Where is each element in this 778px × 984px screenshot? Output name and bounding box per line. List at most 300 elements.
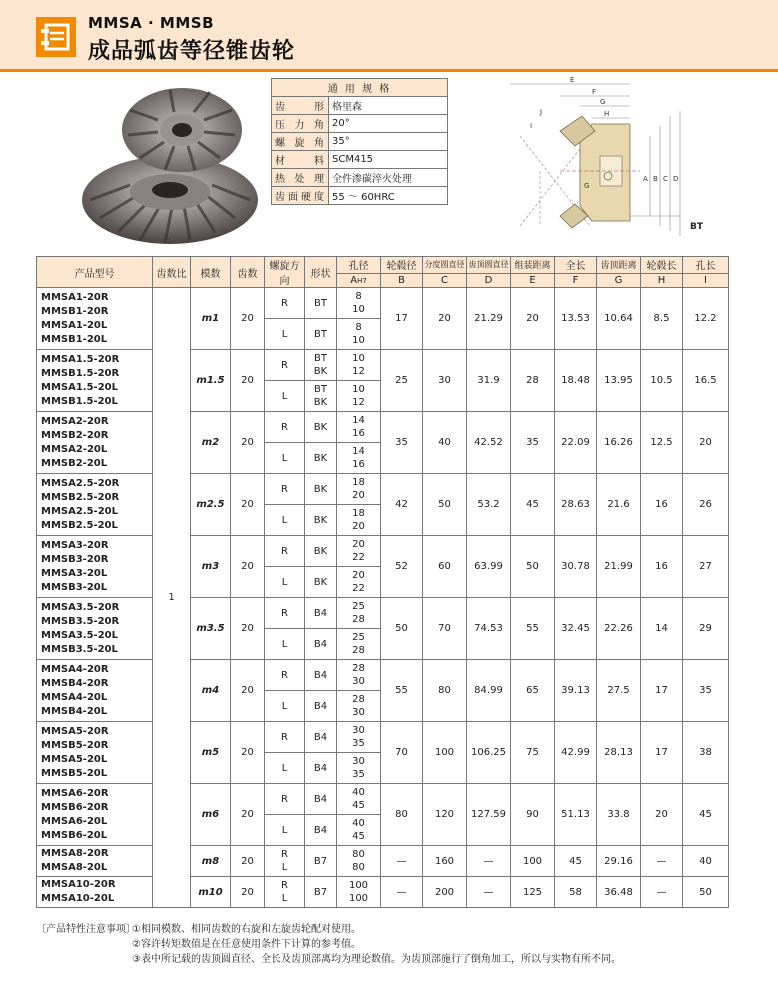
bore-value: 16 [352,459,365,470]
module-cell: m6 [191,784,231,846]
hand-value: R [281,880,288,891]
shape-value: BT [314,328,327,340]
bore-value: 10 [352,304,365,315]
teeth-cell: 20 [231,784,265,846]
shape-cell [305,598,337,629]
model-cell [37,660,153,722]
bore-value: 45 [352,831,365,842]
teeth-cell: 20 [231,474,265,536]
bore-cell [337,443,381,474]
model-number: MMSA3-20R [41,539,109,551]
teeth-cell: 20 [231,877,265,908]
model-number: MMSB1.5-20L [41,395,118,407]
dim-label-I: I [530,122,533,130]
dim-G-cell: 10.64 [597,288,641,350]
model-number: MMSB5-20R [41,739,109,751]
dim-D-cell: — [467,877,511,908]
dim-label-C: C [663,175,668,183]
dim-F-cell: 13.53 [555,288,597,350]
general-spec-table [271,78,448,205]
dim-label-A: A [643,175,648,183]
model-number: MMSA1-20R [41,291,109,303]
shape-value: BK [313,545,328,557]
shape-cell [305,381,337,412]
shape-value: BT [314,384,327,395]
hand-cell: L [265,443,305,474]
product-spec-table [36,256,729,908]
teeth-cell: 20 [231,722,265,784]
dim-I-cell: 38 [683,722,729,784]
col-sub-I: I [683,273,729,287]
col-header-pitch-dia: 分度圆直径 [423,257,467,274]
spec-value: 格里森 [329,97,448,115]
model-number: MMSA2-20L [41,443,108,455]
dim-H-cell: 10.5 [641,350,683,412]
col-sub-E: E [511,273,555,287]
dim-G-cell: 13.95 [597,350,641,412]
shape-value: BK [313,483,328,495]
dim-F-cell: 18.48 [555,350,597,412]
dim-G-cell: 28.13 [597,722,641,784]
note-line: ①相同模数、相同齿数的右旋和左旋齿轮配对使用。 [132,924,361,935]
model-number: MMSB3.5-20R [41,615,120,627]
model-number: MMSB3.5-20L [41,643,118,655]
dim-H-cell: 17 [641,722,683,784]
bore-cell [337,877,381,908]
hand-cell: R [265,784,305,815]
model-cell [37,288,153,350]
dim-label-G2: G [584,182,590,190]
shape-value: BK [313,397,328,408]
table-row [37,474,729,505]
shape-cell [305,722,337,753]
spec-key: 压力角 [272,115,329,133]
dim-F-cell: 32.45 [555,598,597,660]
dim-C-cell: 100 [423,722,467,784]
module-cell: m3.5 [191,598,231,660]
page-title: 成品弧齿等径锥齿轮 [88,39,296,64]
bore-value: 12 [352,397,365,408]
bore-value: 28 [352,645,365,656]
hand-cell: L [265,319,305,350]
dim-G-cell: 21.6 [597,474,641,536]
dim-H-cell: — [641,877,683,908]
teeth-cell: 20 [231,598,265,660]
shape-cell [305,505,337,536]
shape-cell [305,784,337,815]
shape-cell [305,753,337,784]
dim-C-cell: 60 [423,536,467,598]
bore-cell [337,598,381,629]
dim-F-cell: 28.63 [555,474,597,536]
table-row [37,598,729,629]
dim-label-H: H [604,110,610,118]
dim-F-cell: 30.78 [555,536,597,598]
bore-value: 100 [348,893,369,904]
shape-value: B4 [313,638,328,650]
module-cell: m10 [191,877,231,908]
bore-value: 25 [352,632,365,643]
spec-key: 螺旋角 [272,133,329,151]
bore-value: 80 [352,849,365,860]
dim-B-cell: 52 [381,536,423,598]
bore-cell [337,629,381,660]
hand-cell [265,846,305,877]
bore-value: 28 [352,663,365,674]
spec-value: 20° [329,115,448,133]
header-divider [0,69,778,72]
model-number: MMSB1-20R [41,305,109,317]
col-sub-H: H [641,273,683,287]
model-number: MMSA6-20L [41,815,108,827]
dim-B-cell: 50 [381,598,423,660]
shape-value: BK [313,421,328,433]
shape-cell [305,319,337,350]
model-number: MMSA4-20L [41,691,108,703]
model-cell [37,536,153,598]
dim-I-cell: 16.5 [683,350,729,412]
shape-cell [305,443,337,474]
hand-value: L [281,862,288,873]
col-header-hole-len: 孔长 [683,257,729,274]
model-cell [37,877,153,908]
dim-G-cell: 33.8 [597,784,641,846]
shape-value: BT [314,353,327,364]
ratio-cell: 1 [153,288,191,908]
dim-D-cell: 63.99 [467,536,511,598]
shape-cell [305,412,337,443]
dim-G-cell: 29.16 [597,846,641,877]
dim-H-cell: 14 [641,598,683,660]
model-number: MMSA2.5-20R [41,477,120,489]
shape-cell [305,815,337,846]
bore-value: 18 [352,477,365,488]
model-number: MMSB6-20L [41,829,108,841]
dim-H-cell: 8.5 [641,288,683,350]
model-number: MMSA10-20R [41,879,116,890]
teeth-cell: 20 [231,536,265,598]
bore-cell [337,722,381,753]
model-number: MMSA8-20R [41,848,109,859]
bevel-gear-photo [70,80,265,250]
col-header-hub-len: 轮毂长 [641,257,683,274]
dim-C-cell: 200 [423,877,467,908]
bore-cell [337,691,381,722]
hand-cell [265,877,305,908]
model-number: MMSA10-20L [41,893,115,904]
bore-value: 20 [352,521,365,532]
note-line: ②容许转矩数值是在任意使用条件下计算的参考值。 [132,939,361,950]
dim-H-cell: 20 [641,784,683,846]
dim-D-cell: 106.25 [467,722,511,784]
shape-cell [305,567,337,598]
dim-F-cell: 45 [555,846,597,877]
model-number: MMSB3-20R [41,553,109,565]
dim-B-cell: 17 [381,288,423,350]
model-number: MMSB4-20L [41,705,108,717]
dim-I-cell: 27 [683,536,729,598]
module-cell: m4 [191,660,231,722]
dim-E-cell: 55 [511,598,555,660]
bore-value: 35 [352,769,365,780]
bore-cell [337,815,381,846]
spec-value: 35° [329,133,448,151]
dim-label-G: G [600,98,606,106]
shape-cell: B7 [305,846,337,877]
bore-cell [337,567,381,598]
bore-cell [337,319,381,350]
dim-H-cell: 17 [641,660,683,722]
module-cell: m5 [191,722,231,784]
model-number: MMSB4-20R [41,677,109,689]
dim-C-cell: 160 [423,846,467,877]
hand-value: L [281,893,288,904]
col-header-model: 产品型号 [37,257,153,288]
col-sub-G: G [597,273,641,287]
spec-key: 材料 [272,151,329,169]
bore-value: 40 [352,818,365,829]
col-header-crown: 齿顶距离 [597,257,641,274]
bore-value: 100 [348,880,369,891]
dim-F-cell: 42.99 [555,722,597,784]
hand-cell: L [265,753,305,784]
col-header-tip-dia: 齿顶圆直径 [467,257,511,274]
dim-B-cell: 25 [381,350,423,412]
dim-C-cell: 30 [423,350,467,412]
shape-value: BK [313,366,328,377]
col-header-hand: 螺旋方向 [265,257,305,288]
teeth-cell: 20 [231,288,265,350]
shape-cell [305,536,337,567]
hand-cell: R [265,660,305,691]
dim-I-cell: 35 [683,660,729,722]
model-number: MMSB2-20R [41,429,109,441]
dim-E-cell: 125 [511,877,555,908]
dim-label-F: F [592,88,597,96]
bore-cell [337,660,381,691]
hand-cell: L [265,629,305,660]
table-row [37,846,729,877]
bore-value: 40 [352,787,365,798]
bore-value: 14 [352,415,365,426]
bore-cell [337,536,381,567]
shape-type-label: BT [690,222,703,232]
hand-cell: R [265,288,305,319]
col-header-ratio: 齿数比 [153,257,191,288]
dim-I-cell: 45 [683,784,729,846]
dim-H-cell: 12.5 [641,412,683,474]
spec-key: 齿形 [272,97,329,115]
shape-value: BK [313,514,328,526]
model-number: MMSA5-20R [41,725,109,737]
dim-I-cell: 26 [683,474,729,536]
dim-F-cell: 51.13 [555,784,597,846]
dim-F-cell: 22.09 [555,412,597,474]
dim-G-cell: 21.99 [597,536,641,598]
model-cell [37,474,153,536]
dim-I-cell: 50 [683,877,729,908]
bore-cell [337,784,381,815]
dim-B-cell: 55 [381,660,423,722]
dim-H-cell: 16 [641,474,683,536]
table-row [37,784,729,815]
dim-B-cell: — [381,846,423,877]
module-cell: m1.5 [191,350,231,412]
dim-G-cell: 27.5 [597,660,641,722]
col-sub-A: AH7 [337,273,381,287]
spec-value: 55 ～ 60HRC [329,187,448,205]
bore-value: 22 [352,583,365,594]
dim-F-cell: 58 [555,877,597,908]
dim-D-cell: 74.53 [467,598,511,660]
dim-B-cell: 42 [381,474,423,536]
model-cell [37,350,153,412]
dim-H-cell: 16 [641,536,683,598]
model-number: MMSA2-20R [41,415,109,427]
shape-value: B4 [313,731,328,743]
bore-value: 10 [352,353,365,364]
shape-value: B4 [313,793,328,805]
shape-cell [305,660,337,691]
teeth-cell: 20 [231,846,265,877]
bore-cell [337,350,381,381]
dim-label-J: J [540,108,543,116]
table-row [37,722,729,753]
table-row [37,660,729,691]
model-number: MMSA4-20R [41,663,109,675]
dim-E-cell: 20 [511,288,555,350]
model-number: MMSA1-20L [41,319,108,331]
hand-cell: R [265,350,305,381]
table-row [37,350,729,381]
dim-D-cell: 31.9 [467,350,511,412]
dim-C-cell: 50 [423,474,467,536]
dim-D-cell: 42.52 [467,412,511,474]
dim-G-cell: 22.26 [597,598,641,660]
model-number: MMSB1.5-20R [41,367,120,379]
model-number: MMSA5-20L [41,753,108,765]
model-cell [37,846,153,877]
col-header-length: 全长 [555,257,597,274]
hand-cell: R [265,474,305,505]
bore-value: 20 [352,539,365,550]
shape-value: B4 [313,824,328,836]
shape-cell [305,691,337,722]
notes-label: 〔产品特性注意事项〕 [36,924,136,935]
bore-cell [337,381,381,412]
bore-value: 20 [352,490,365,501]
shape-cell [305,474,337,505]
dim-B-cell: 80 [381,784,423,846]
shape-value: B4 [313,700,328,712]
bore-value: 8 [355,291,362,302]
model-number: MMSB2.5-20R [41,491,120,503]
model-cell [37,412,153,474]
dim-D-cell: 21.29 [467,288,511,350]
dim-E-cell: 35 [511,412,555,474]
shape-cell [305,288,337,319]
model-number: MMSA3-20L [41,567,108,579]
hand-cell: R [265,722,305,753]
dim-E-cell: 90 [511,784,555,846]
model-number: MMSB3-20L [41,581,108,593]
col-sub-C: C [423,273,467,287]
dim-I-cell: 29 [683,598,729,660]
dim-E-cell: 50 [511,536,555,598]
bore-value: 10 [352,384,365,395]
bore-cell [337,412,381,443]
col-sub-F: F [555,273,597,287]
dim-D-cell: — [467,846,511,877]
col-header-teeth: 齿数 [231,257,265,288]
bore-value: 25 [352,601,365,612]
gear-dimension-drawing [500,76,710,236]
teeth-cell: 20 [231,350,265,412]
bore-value: 8 [355,322,362,333]
dim-C-cell: 120 [423,784,467,846]
bore-value: 12 [352,366,365,377]
dim-G-cell: 36.48 [597,877,641,908]
bore-value: 20 [352,570,365,581]
dim-B-cell: 70 [381,722,423,784]
dim-C-cell: 20 [423,288,467,350]
bore-value: 35 [352,738,365,749]
bore-cell [337,288,381,319]
shape-cell [305,629,337,660]
dim-E-cell: 100 [511,846,555,877]
note-line: ③表中所记载的齿顶圆直径、全长及齿顶部离均为理论数值。为齿顶部施行了倒角加工，所以与实物有所不同。 [132,954,621,965]
model-number: MMSA1.5-20L [41,381,118,393]
dim-E-cell: 75 [511,722,555,784]
gear-catalog-logo-icon [36,17,76,57]
bore-value: 30 [352,676,365,687]
spec-value: 全件渗碳淬火处理 [329,169,448,187]
model-number: MMSA8-20L [41,862,108,873]
bore-cell [337,753,381,784]
dim-B-cell: 35 [381,412,423,474]
model-number: MMSA3.5-20R [41,601,120,613]
dim-D-cell: 53.2 [467,474,511,536]
bore-value: 28 [352,694,365,705]
module-cell: m8 [191,846,231,877]
shape-value: BK [313,452,328,464]
col-header-mount: 组装距离 [511,257,555,274]
model-number: MMSB2.5-20L [41,519,118,531]
bore-value: 30 [352,725,365,736]
hand-cell: R [265,536,305,567]
dim-I-cell: 12.2 [683,288,729,350]
dim-E-cell: 65 [511,660,555,722]
bore-value: 30 [352,756,365,767]
dim-H-cell: — [641,846,683,877]
hand-cell: L [265,691,305,722]
col-header-hub-dia: 轮毂径 [381,257,423,274]
teeth-cell: 20 [231,412,265,474]
dim-F-cell: 39.13 [555,660,597,722]
model-number: MMSB6-20R [41,801,109,813]
bore-value: 22 [352,552,365,563]
module-cell: m1 [191,288,231,350]
dim-G-cell: 16.26 [597,412,641,474]
model-number: MMSB2-20L [41,457,108,469]
col-header-module: 模数 [191,257,231,288]
col-header-bore: 孔径 [337,257,381,274]
table-row [37,877,729,908]
dim-D-cell: 84.99 [467,660,511,722]
model-number: MMSA1.5-20R [41,353,120,365]
bore-value: 45 [352,800,365,811]
dim-I-cell: 20 [683,412,729,474]
